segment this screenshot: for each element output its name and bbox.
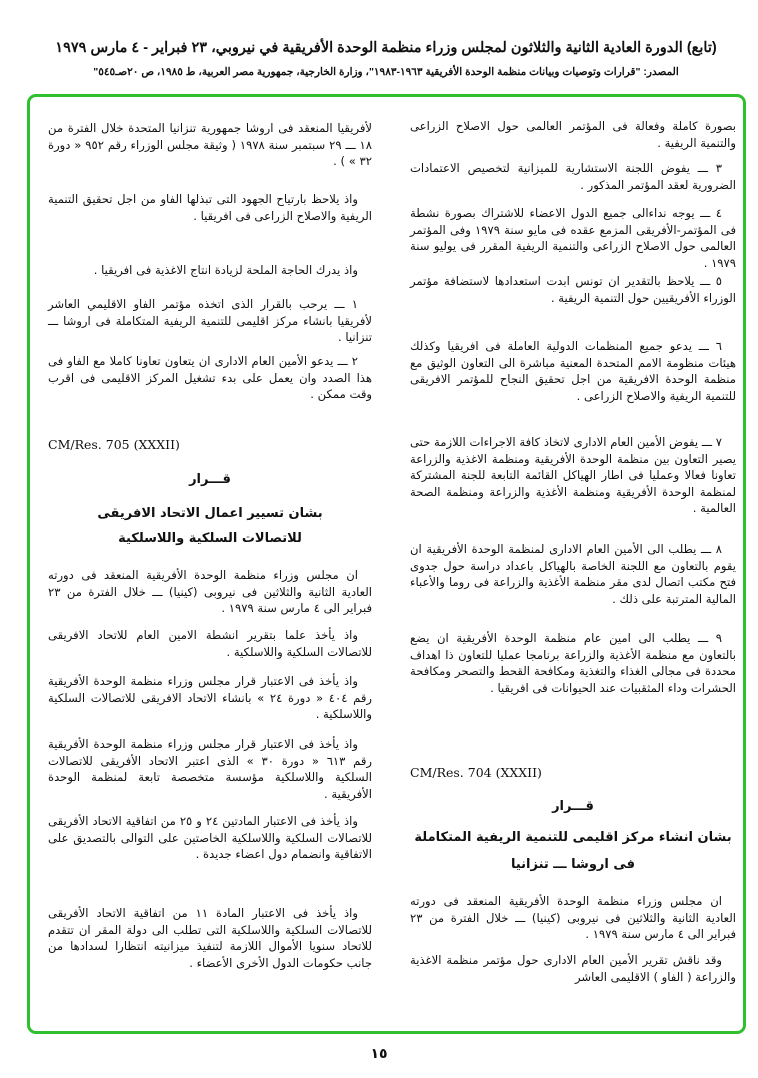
paragraph: وقد ناقش تقرير الأمين العام الادارى حول مؤتمر منظمة الاغذية والزراعة ( الفاو ) الاقليمى العاشر [410,953,736,984]
paragraph: ٦ ـــ يدعو جميع المنظمات الدولية العاملة فى افريقيا وكذلك هيئات منظومة الامم المتحدة المعنية مباشرة الى التعاون الوثيق مع منظمة الوحدة الافريقية من اجل تحقيق النجاح للمؤتمر الافريقى للتنمية الريفية والاصلاح الزراعى . [410,339,736,403]
paragraph: ٨ ـــ يطلب الى الأمين العام الادارى لمنظمة الوحدة الأفريقية ان يقوم بالتعاون مع اللجنة الخاصة بالهياكل باعداد دراسة حول جدوى فتح مكتب اتصال لدى مقر منظمة الأغذية والزراعة فى روما والأعباء المالية المترتبة على ذلك . [410,542,736,606]
header-title: (تابع) الدورة العادية الثانية والثلاثون لمجلس وزراء منظمة الوحدة الأفريقية في نيروبي، ٢٣ فبراير - ٤ مارس ١٩٧٩ [55,40,717,56]
resolution-heading: قـــرار [189,472,231,487]
resolution-heading: قـــرار [552,799,594,814]
paragraph: ٣ ـــ يفوض اللجنة الاستشارية للميزانية لتخصيص الاعتمادات الضرورية لعقد المؤتمر المذكور . [410,161,736,192]
paragraph: بصورة كاملة وفعالة فى المؤتمر العالمى حول الاصلاح الزراعى والتنمية الريفية . [410,119,736,150]
resolution-title: للاتصالات السلكية واللاسلكية [118,531,302,546]
paragraph: ٢ ـــ يدعو الأمين العام الادارى ان يتعاون تعاونا كاملا مع الفاو فى هذا الصدد وان يعمل على بدء تشغيل المركز الاقليمى فى اقرب وقت ممكن . [48,354,372,402]
paragraph: ٧ ـــ يفوض الأمين العام الادارى لاتخاذ كافة الاجراءات اللازمة حتى يصير التعاون بين منظمة الوحدة الأفريقية ومنظمة الاغذية والزراعة تعاونا فعالا وعمليا فى اطار الهياكل القائمة التابعة للجنة المشتركة لمنظمة الوحدة الأفريقية ومنظمة الأغذية والزراعة ومنظمة الصحة العالمية . [410,435,736,516]
resolution-title: بشان تسيير اعمال الاتحاد الافريقى [97,506,323,521]
paragraph: واذ يأخذ فى الاعتبار قرار مجلس وزراء منظمة الوحدة الأفريقية رقم ٤٠٤ « دورة ٢٤ » بانشاء الاتحاد الافريقى للاتصالات السلكية واللاسلكية . [48,674,372,722]
resolution-title: بشان انشاء مركز اقليمى للتنمية الريفية المتكاملة [414,830,732,845]
paragraph: ٥ ـــ يلاحظ بالتقدير ان تونس ابدت استعدادها لاستضافة مؤتمر الوزراء الأفريقيين حول التنمية الريفية . [410,274,736,305]
resolution-title: فى اروشا ـــ تنزانيا [510,857,636,872]
resolution-code: CM/Res. 704 (XXXII) [410,765,542,780]
paragraph: واذ يأخذ علما بتقرير انشطة الامين العام للاتحاد الافريقى للاتصالات السلكية واللاسلكية . [48,628,372,659]
paragraph: ان مجلس وزراء منظمة الوحدة الأفريقية المنعقد فى دورته العادية الثانية والثلاثين فى نيروبى (كينيا) ـــ خلال الفترة من ٢٣ فبراير الى ٤ مارس سنة ١٩٧٩ . [48,568,372,616]
paragraph: ان مجلس وزراء منظمة الوحدة الأفريقية المنعقد فى دورته العادية الثانية والثلاثين فى نيروبى (كينيا) ـــ خلال الفترة من ٢٣ فبراير الى ٤ مارس سنة ١٩٧٩ . [410,894,736,942]
resolution-code: CM/Res. 705 (XXXII) [48,437,180,452]
page-number: ١٥ [370,1046,388,1062]
paragraph: واذ يدرك الحاجة الملحة لزيادة انتاج الاغذية فى افريقيا . [93,263,358,277]
paragraph: ٤ ـــ يوجه نداءالى جميع الدول الاعضاء للاشتراك بصورة نشطة فى المؤتمر-الأفريقى المزمع عقده فى مايو سنة ١٩٧٩ وفى المؤتمر العالمى حول الاصلاح الزراعى والتنمية الريفية المقرر فى يوليو سنة ١٩٧٩ . [410,206,736,270]
paragraph: واذ يأخذ فى الاعتبار قرار مجلس وزراء منظمة الوحدة الأفريقية رقم ٦١٣ « دورة ٣٠ » الذى اعتبر الاتحاد الأفريقى للاتصالات السلكية واللاسلكية مؤسسة متخصصة تابعة لمنظمة الوحدة الأفريقية . [48,737,372,801]
header-source: المصدر: "قرارات وتوصيات وبيانات منظمة الوحدة الأفريقية ١٩٦٣-١٩٨٣"، وزارة الخارجية، جمهورية مصر العربية، ط ١٩٨٥، ص ٢٠صـ٥٤٥" [93,66,679,78]
paragraph: واذ يأخذ فى الاعتبار المادتين ٢٤ و ٢٥ من اتفاقية الاتحاد الأفريقى للاتصالات السلكية واللاسلكية الخاصتين على التوالى بالتصديق على الاتفاقية وانضمام دول اعضاء جديدة . [48,814,372,862]
paragraph: ١ ـــ يرحب بالقرار الذى اتخذه مؤتمر الفاو الاقليمي العاشر لأفريقيا بانشاء مركز اقليمى للتنمية الريفية المتكاملة فى اروشا ـــ تنزانيا . [48,297,372,345]
paragraph: ٩ ـــ يطلب الى امين عام منظمة الوحدة الأفريقية ان يضع بالتعاون مع منظمة الأغذية والزراعة برنامجا عمليا للتعاون ذا اهداف محددة فى مجالى الغذاء والتغذية ومكافحة القحط والتصحر ومكافحة الحشرات وداء المثقبيات عند الحيوانات فى افريقيا . [410,631,736,695]
paragraph: واذ يأخذ فى الاعتبار المادة ١١ من اتفاقية الاتحاد الأفريقى للاتصالات السلكية واللاسلكية التى تطلب الى دولة المقر ان تتقدم للاتحاد سنويا الأموال اللازمة لتنفيذ ميزانيته انتظارا لسدادها من جانب حكومات الدول الأخرى الأعضاء . [48,906,372,970]
paragraph: لأفريقيا المنعقد فى اروشا جمهورية تنزانيا المتحدة خلال الفترة من ١٨ ـــ ٢٩ سبتمبر سنة ١٩٧٨ ( وثيقة مجلس الوزراء رقم ٩٥٢ « دورة ٣٢ » ) . [48,121,373,169]
paragraph: واذ يلاحظ بارتياح الجهود التى تبذلها الفاو من اجل تحقيق التنمية الريفية والاصلاح الزراعى فى افريقيا . [48,192,372,223]
